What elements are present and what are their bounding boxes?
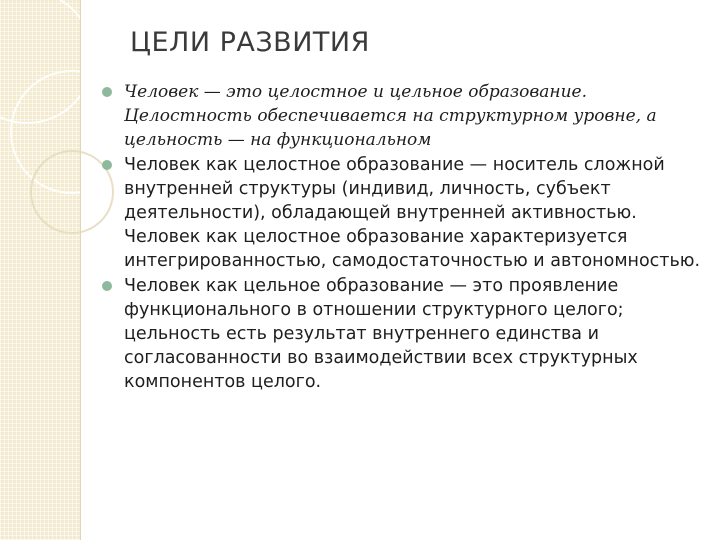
decorative-side-band [0,0,80,540]
bullet-item [102,274,707,395]
bullet-text: Человек как цельное образование — это проявление функционального в отношении структурного целого; цельность есть результат внутреннего единства и согласованности во взаимодействии всех структурных компонентов целого. [124,275,638,393]
bullet-icon [102,87,112,97]
bullet-icon [102,281,112,291]
bullet-item [102,80,707,153]
bullet-item [102,153,707,274]
bullet-text: Человек как целостное образование — носитель сложной внутренней структуры (индивид, личность, субъект деятельности), обладающей внутренней активностью. Человек как целостное образование характеризуется интегрированностью, самодостаточностью и автономностью. [124,154,701,272]
bullet-text: Человек — это целостное и цельное образование. Целостность обеспечивается на структурном уровне, а цельность — на функциональном [124,82,657,151]
slide-title: ЦЕЛИ РАЗВИТИЯ [130,27,370,58]
bullet-list [102,80,707,395]
band-divider [80,0,81,540]
bullet-icon [102,160,112,170]
